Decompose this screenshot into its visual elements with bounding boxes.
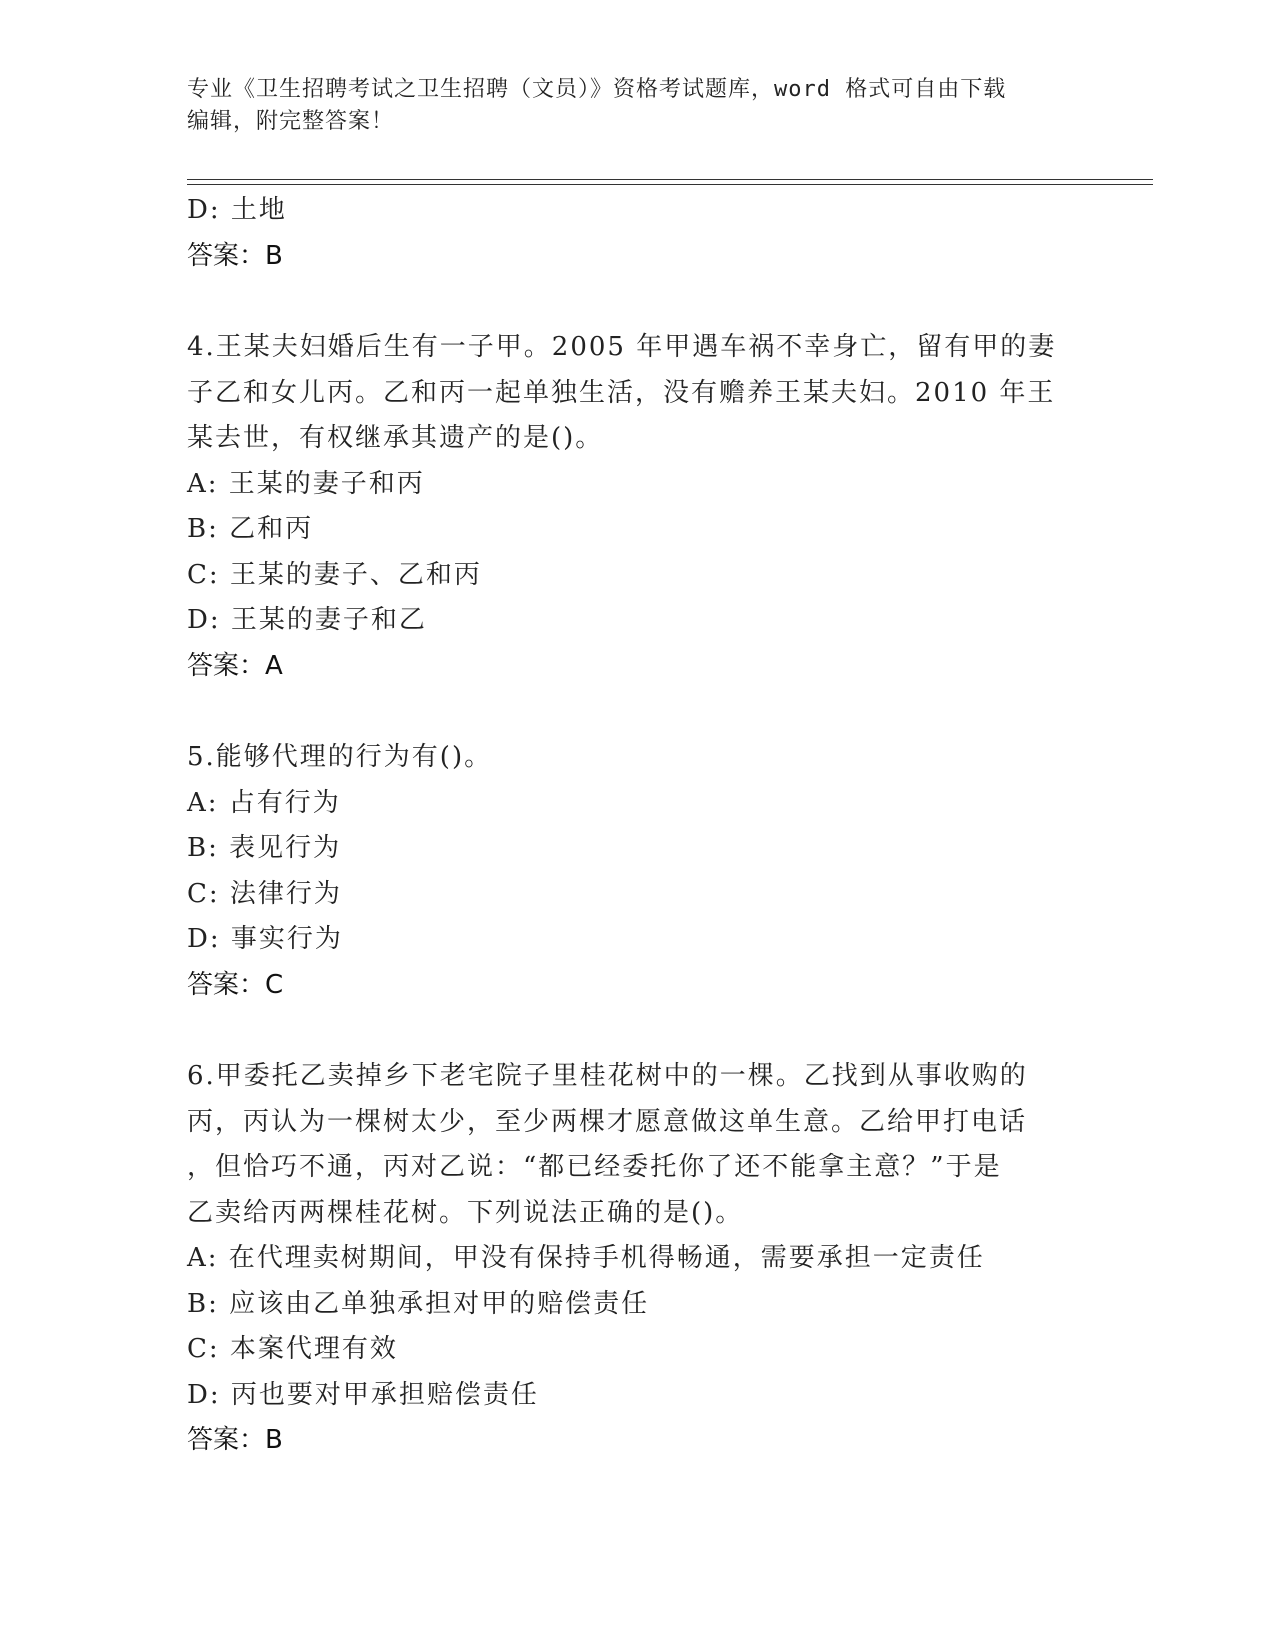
answer-label: 答案：C	[187, 969, 284, 1000]
question-list	[187, 188, 1067, 1464]
option-a: A: 在代理卖树期间，甲没有保持手机得畅通，需要承担一定责任	[187, 1243, 985, 1273]
option-b: B: 应该由乙单独承担对甲的赔偿责任	[187, 1288, 650, 1319]
question-5	[187, 735, 1067, 1008]
option-d: D: 事实行为	[187, 924, 343, 954]
answer-label: 答案：B	[187, 1425, 283, 1455]
spacer	[187, 1008, 1067, 1054]
header-line-1: 专业《卫生招聘考试之卫生招聘（文员）》资格考试题库，word 格式可自由下载	[187, 77, 1007, 102]
option-c: C: 王某的妻子、乙和丙	[187, 559, 482, 590]
option-d: D: 王某的妻子和乙	[187, 605, 427, 635]
question-stem: 子乙和女儿丙。乙和丙一起单独生活，没有赡养王某夫妇。2010 年王	[187, 377, 1056, 408]
option-d: D: 土地	[187, 195, 287, 225]
spacer	[187, 689, 1067, 735]
header-divider-thin	[187, 184, 1153, 185]
question-3-tail	[187, 188, 1067, 279]
question-6	[187, 1054, 1067, 1464]
spacer	[187, 279, 1067, 325]
option-a: A: 王某的妻子和丙	[187, 468, 425, 499]
option-d: D: 丙也要对甲承担赔偿责任	[187, 1379, 539, 1410]
question-stem: 6.甲委托乙卖掉乡下老宅院子里桂花树中的一棵。乙找到从事收购的	[187, 1061, 1028, 1091]
option-a: A: 占有行为	[187, 787, 341, 818]
question-stem: 某去世，有权继承其遗产的是()。	[187, 423, 604, 453]
header-line-2: 编辑，附完整答案！	[187, 109, 395, 134]
option-c: C: 本案代理有效	[187, 1334, 398, 1364]
option-c: C: 法律行为	[187, 878, 342, 909]
question-4	[187, 325, 1067, 689]
answer-label: 答案：B	[187, 240, 283, 271]
question-stem: 乙卖给丙两棵桂花树。下列说法正确的是()。	[187, 1197, 744, 1228]
question-stem: ，但恰巧不通，丙对乙说：“都已经委托你了还不能拿主意？”于是	[187, 1152, 1002, 1182]
question-stem: 丙，丙认为一棵树太少，至少两棵才愿意做这单生意。乙给甲打电话	[187, 1106, 1028, 1137]
question-stem: 5.能够代理的行为有()。	[187, 742, 493, 772]
option-b: B: 乙和丙	[187, 514, 314, 544]
option-b: B: 表见行为	[187, 833, 342, 863]
question-stem: 4.王某夫妇婚后生有一子甲。2005 年甲遇车祸不幸身亡，留有甲的妻	[187, 332, 1057, 362]
answer-label: 答案：A	[187, 650, 283, 681]
header-divider	[187, 179, 1153, 180]
document-header	[187, 74, 1067, 138]
